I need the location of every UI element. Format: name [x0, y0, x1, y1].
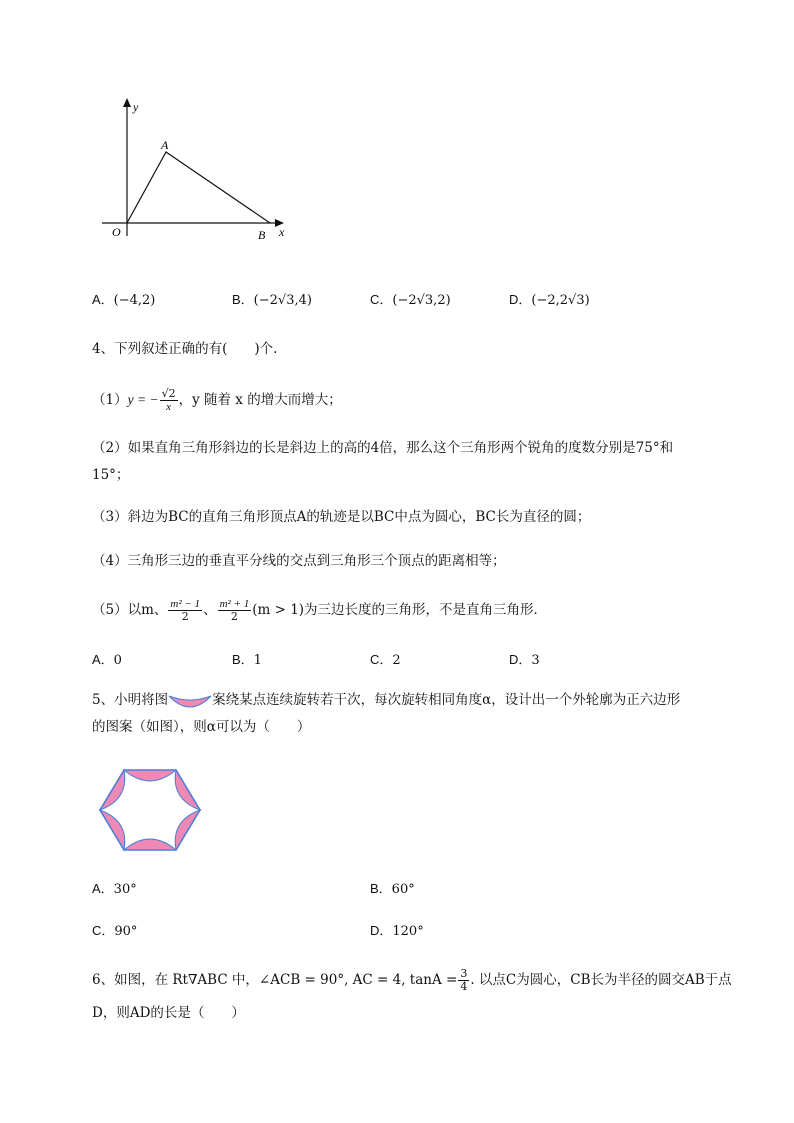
point-b-label: B [258, 228, 266, 242]
q3-option-b[interactable]: B．(−2√3,4) [232, 292, 312, 308]
q4-option-c[interactable]: C．2 [370, 652, 401, 668]
q4-statement-2: （2）如果直角三角形斜边的长是斜边上的高的4倍，那么这个三角形两个锐角的度数分别是75°和 [92, 440, 674, 456]
hexagon-petal [124, 770, 176, 781]
q5-option-b[interactable]: B．60° [370, 881, 415, 897]
q5-stem: 5、小明将图 案绕某点连续旋转若干次，每次旋转相同角度α，设计出一个外轮廓为正六边形 [92, 692, 681, 708]
y-axis-arrow [123, 98, 131, 107]
q4-s1-fraction: $\frac{√2}{x}$ [161, 387, 176, 413]
y-axis-label: y [133, 100, 139, 114]
hexagon-outline [100, 770, 200, 850]
q5-option-d[interactable]: D．120° [370, 923, 424, 939]
q5-option-a[interactable]: A．30° [92, 881, 137, 897]
q3-option-d[interactable]: D．(−2,2√3) [509, 292, 590, 308]
q4-statement-3: （3）斜边为BC的直角三角形顶点A的轨迹是以BC中点为圆心，BC长为直径的圆； [92, 509, 591, 525]
q4-stem: 4、下列叙述正确的有( )个. [92, 341, 278, 357]
x-axis-label: x [279, 225, 285, 239]
q4-statement-1: （1）y = − $\frac{√2}{x}$ ，y 随着 x 的增大而增大； [92, 387, 342, 413]
q3-option-a[interactable]: A．(−4,2) [92, 292, 156, 308]
triangle-oab [127, 152, 270, 223]
q3-option-c[interactable]: C．(−2√3,2) [370, 292, 451, 308]
origin-label: O [112, 225, 121, 239]
q4-option-b[interactable]: B．1 [232, 652, 262, 668]
point-a-label: A [161, 138, 169, 152]
q4-option-d[interactable]: D．3 [509, 652, 540, 668]
segment-pattern-icon [168, 694, 212, 708]
triangle-figure [98, 96, 298, 246]
q5-option-c[interactable]: C．90° [92, 923, 138, 939]
q4-s5-fraction-2: $\frac{\text{m² + 1}}{2}$ [219, 598, 250, 623]
q4-s5-fraction-1: $\frac{\text{m² − 1}}{2}$ [170, 598, 201, 623]
q6-stem-cont: D，则AD的长是（ ） [92, 1005, 245, 1021]
q6-stem: 6、如图，在 Rt∇ABC 中，∠ACB = 90°, AC = 4, tanA = $\frac{3}{4}$ . 以点C为圆心，CB长为半径的圆交AB于点 [92, 967, 732, 993]
q6-fraction: $\frac{3}{4}$ [460, 967, 468, 993]
hexagon-petal [124, 839, 176, 850]
q4-statement-2-cont: 15°； [92, 467, 130, 483]
q5-stem-cont: 的图案（如图），则α可以为（ ） [92, 719, 311, 735]
q4-statement-5: （5）以m、 $\frac{\text{m² − 1}}{2}$ 、 $\frac{\text{m² + 1}}{2}$ (m > 1)为三边长度的三角形，不是直角三角形． [92, 598, 548, 623]
q4-statement-4: （4）三角形三边的垂直平分线的交点到三角形三个顶点的距离相等； [92, 553, 506, 569]
q4-option-a[interactable]: A．0 [92, 652, 122, 668]
hexagon-pattern-figure [98, 768, 202, 852]
